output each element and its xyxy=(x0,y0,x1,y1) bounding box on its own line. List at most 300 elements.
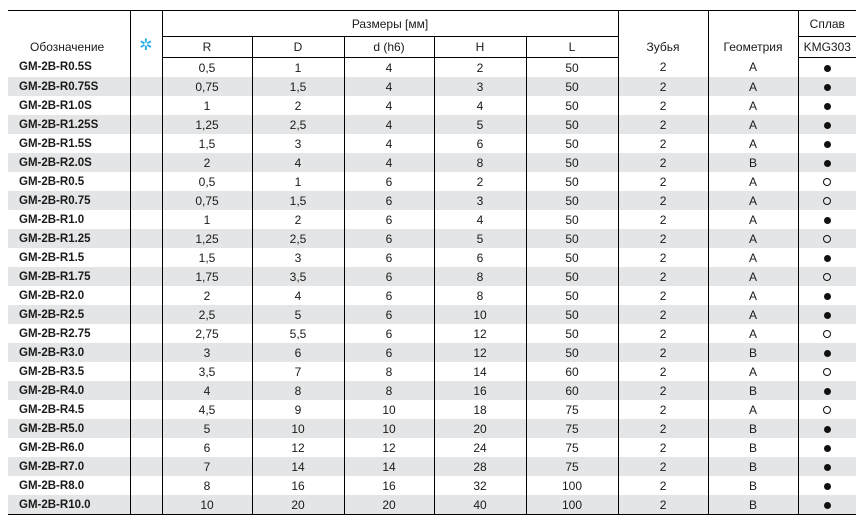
star-cell xyxy=(130,476,162,495)
empty-circle-icon xyxy=(823,368,831,376)
dh6-cell: 6 xyxy=(344,229,434,248)
r-cell: 6 xyxy=(162,438,252,457)
teeth-cell: 2 xyxy=(618,362,708,381)
filled-circle-icon xyxy=(824,65,831,72)
l-cell: 50 xyxy=(526,153,618,172)
dh6-cell: 14 xyxy=(344,457,434,476)
geometry-cell: A xyxy=(708,191,798,210)
d-cell: 14 xyxy=(252,457,344,476)
l-cell: 50 xyxy=(526,191,618,210)
filled-circle-icon xyxy=(824,103,831,110)
filled-circle-icon xyxy=(824,293,831,300)
h-cell: 8 xyxy=(434,286,526,305)
coolant-star-icon: ✲ xyxy=(130,11,162,58)
l-cell: 75 xyxy=(526,419,618,438)
r-cell: 1,75 xyxy=(162,267,252,286)
l-cell: 50 xyxy=(526,210,618,229)
teeth-cell: 2 xyxy=(618,400,708,419)
teeth-cell: 2 xyxy=(618,191,708,210)
l-cell: 60 xyxy=(526,362,618,381)
r-cell: 0,5 xyxy=(162,172,252,191)
d-cell: 10 xyxy=(252,419,344,438)
dh6-cell: 6 xyxy=(344,267,434,286)
teeth-cell: 2 xyxy=(618,305,708,324)
star-cell xyxy=(130,419,162,438)
d-cell: 5 xyxy=(252,305,344,324)
teeth-cell: 2 xyxy=(618,457,708,476)
l-cell: 50 xyxy=(526,343,618,362)
table-row xyxy=(8,77,856,96)
h-cell: 28 xyxy=(434,457,526,476)
teeth-cell: 2 xyxy=(618,286,708,305)
l-cell: 50 xyxy=(526,172,618,191)
alloy-cell xyxy=(798,305,856,324)
dh6-cell: 16 xyxy=(344,476,434,495)
l-cell: 50 xyxy=(526,305,618,324)
d-cell: 2,5 xyxy=(252,115,344,134)
alloy-cell xyxy=(798,134,856,153)
r-cell: 1 xyxy=(162,210,252,229)
teeth-cell: 2 xyxy=(618,96,708,115)
r-cell: 2 xyxy=(162,153,252,172)
dh6-cell: 6 xyxy=(344,172,434,191)
r-cell: 1,5 xyxy=(162,134,252,153)
geometry-cell: A xyxy=(708,58,798,78)
table-row xyxy=(8,134,856,153)
star-cell xyxy=(130,381,162,400)
star-cell xyxy=(130,438,162,457)
r-cell: 2 xyxy=(162,286,252,305)
designation-cell: GM-2B-R0.5 xyxy=(8,172,130,191)
l-cell: 100 xyxy=(526,476,618,495)
table-row xyxy=(8,495,856,515)
h-cell: 4 xyxy=(434,210,526,229)
star-cell xyxy=(130,172,162,191)
d-cell: 7 xyxy=(252,362,344,381)
d-cell: 3 xyxy=(252,134,344,153)
h-cell: 8 xyxy=(434,267,526,286)
geometry-cell: A xyxy=(708,229,798,248)
l-cell: 50 xyxy=(526,134,618,153)
d-cell: 9 xyxy=(252,400,344,419)
l-cell: 50 xyxy=(526,77,618,96)
l-cell: 50 xyxy=(526,324,618,343)
table-header xyxy=(8,11,856,58)
alloy-grade-header: KMG303 xyxy=(798,37,856,58)
star-cell xyxy=(130,267,162,286)
teeth-cell: 2 xyxy=(618,248,708,267)
geometry-header: Геометрия xyxy=(708,11,798,58)
h-cell: 16 xyxy=(434,381,526,400)
r-cell: 2,5 xyxy=(162,305,252,324)
designation-cell: GM-2B-R3.5 xyxy=(8,362,130,381)
table-row xyxy=(8,419,856,438)
h-cell: 5 xyxy=(434,115,526,134)
star-cell xyxy=(130,305,162,324)
star-cell xyxy=(130,96,162,115)
designation-cell: GM-2B-R2.0S xyxy=(8,153,130,172)
table-row xyxy=(8,343,856,362)
teeth-cell: 2 xyxy=(618,381,708,400)
dh6-cell: 10 xyxy=(344,400,434,419)
designation-cell: GM-2B-R7.0 xyxy=(8,457,130,476)
r-cell: 0,75 xyxy=(162,191,252,210)
alloy-cell xyxy=(798,362,856,381)
alloy-cell xyxy=(798,476,856,495)
table-row xyxy=(8,58,856,78)
teeth-cell: 2 xyxy=(618,134,708,153)
teeth-cell: 2 xyxy=(618,77,708,96)
d-cell: 1,5 xyxy=(252,191,344,210)
r-cell: 10 xyxy=(162,495,252,515)
d-cell: 4 xyxy=(252,153,344,172)
h-cell: 8 xyxy=(434,153,526,172)
designation-cell: GM-2B-R4.5 xyxy=(8,400,130,419)
table-row xyxy=(8,229,856,248)
filled-circle-icon xyxy=(824,255,831,262)
table-row xyxy=(8,438,856,457)
alloy-cell xyxy=(798,343,856,362)
geometry-cell: A xyxy=(708,77,798,96)
d-cell: 3 xyxy=(252,248,344,267)
h-cell: 24 xyxy=(434,438,526,457)
dh6-cell: 6 xyxy=(344,343,434,362)
geometry-cell: A xyxy=(708,134,798,153)
h-cell: 18 xyxy=(434,400,526,419)
geometry-cell: A xyxy=(708,286,798,305)
star-cell xyxy=(130,115,162,134)
d-cell: 12 xyxy=(252,438,344,457)
product-table-container xyxy=(8,10,856,515)
dimensions-header: Размеры [мм] xyxy=(162,11,618,37)
r-cell: 4,5 xyxy=(162,400,252,419)
alloy-cell xyxy=(798,58,856,78)
star-cell xyxy=(130,229,162,248)
r-cell: 4 xyxy=(162,381,252,400)
r-cell: 3 xyxy=(162,343,252,362)
r-cell: 0,5 xyxy=(162,58,252,78)
alloy-cell xyxy=(798,210,856,229)
designation-cell: GM-2B-R1.25 xyxy=(8,229,130,248)
dh6-cell: 8 xyxy=(344,381,434,400)
geometry-cell: A xyxy=(708,305,798,324)
col-h-header: H xyxy=(434,37,526,58)
empty-circle-icon xyxy=(823,197,831,205)
alloy-cell xyxy=(798,457,856,476)
h-cell: 20 xyxy=(434,419,526,438)
designation-cell: GM-2B-R6.0 xyxy=(8,438,130,457)
col-d-header: D xyxy=(252,37,344,58)
l-cell: 50 xyxy=(526,115,618,134)
dh6-cell: 12 xyxy=(344,438,434,457)
teeth-cell: 2 xyxy=(618,153,708,172)
geometry-cell: B xyxy=(708,153,798,172)
teeth-cell: 2 xyxy=(618,58,708,78)
geometry-cell: B xyxy=(708,419,798,438)
h-cell: 5 xyxy=(434,229,526,248)
empty-circle-icon xyxy=(823,235,831,243)
col-dh6-header: d (h6) xyxy=(344,37,434,58)
geometry-cell: A xyxy=(708,172,798,191)
d-cell: 20 xyxy=(252,495,344,515)
designation-cell: GM-2B-R10.0 xyxy=(8,495,130,515)
table-row xyxy=(8,172,856,191)
star-cell xyxy=(130,248,162,267)
empty-circle-icon xyxy=(823,273,831,281)
geometry-cell: B xyxy=(708,438,798,457)
filled-circle-icon xyxy=(824,84,831,91)
h-cell: 12 xyxy=(434,324,526,343)
star-cell xyxy=(130,400,162,419)
teeth-cell: 2 xyxy=(618,438,708,457)
alloy-cell xyxy=(798,381,856,400)
l-cell: 75 xyxy=(526,457,618,476)
l-cell: 50 xyxy=(526,96,618,115)
h-cell: 12 xyxy=(434,343,526,362)
r-cell: 2,75 xyxy=(162,324,252,343)
alloy-cell xyxy=(798,153,856,172)
filled-circle-icon xyxy=(824,312,831,319)
d-cell: 2 xyxy=(252,210,344,229)
dh6-cell: 4 xyxy=(344,115,434,134)
d-cell: 8 xyxy=(252,381,344,400)
dh6-cell: 6 xyxy=(344,191,434,210)
table-row xyxy=(8,400,856,419)
star-cell xyxy=(130,153,162,172)
geometry-cell: B xyxy=(708,457,798,476)
alloy-cell xyxy=(798,400,856,419)
designation-cell: GM-2B-R1.5S xyxy=(8,134,130,153)
h-cell: 6 xyxy=(434,248,526,267)
alloy-cell xyxy=(798,77,856,96)
l-cell: 50 xyxy=(526,286,618,305)
teeth-cell: 2 xyxy=(618,419,708,438)
d-cell: 1 xyxy=(252,58,344,78)
d-cell: 1 xyxy=(252,172,344,191)
r-cell: 7 xyxy=(162,457,252,476)
r-cell: 0,75 xyxy=(162,77,252,96)
alloy-cell xyxy=(798,115,856,134)
dh6-cell: 4 xyxy=(344,134,434,153)
filled-circle-icon xyxy=(824,217,831,224)
l-cell: 75 xyxy=(526,438,618,457)
teeth-cell: 2 xyxy=(618,115,708,134)
star-cell xyxy=(130,495,162,515)
geometry-cell: B xyxy=(708,381,798,400)
teeth-cell: 2 xyxy=(618,210,708,229)
r-cell: 8 xyxy=(162,476,252,495)
empty-circle-icon xyxy=(823,330,831,338)
d-cell: 16 xyxy=(252,476,344,495)
star-cell xyxy=(130,457,162,476)
table-row xyxy=(8,115,856,134)
r-cell: 1,25 xyxy=(162,115,252,134)
alloy-cell xyxy=(798,191,856,210)
table-row xyxy=(8,191,856,210)
teeth-cell: 2 xyxy=(618,343,708,362)
geometry-cell: B xyxy=(708,476,798,495)
table-row xyxy=(8,381,856,400)
table-row xyxy=(8,286,856,305)
product-dimensions-table xyxy=(8,10,856,515)
filled-circle-icon xyxy=(824,464,831,471)
r-cell: 1,5 xyxy=(162,248,252,267)
alloy-cell xyxy=(798,248,856,267)
teeth-cell: 2 xyxy=(618,324,708,343)
d-cell: 1,5 xyxy=(252,77,344,96)
dh6-cell: 4 xyxy=(344,58,434,78)
filled-circle-icon xyxy=(824,445,831,452)
alloy-header: Сплав xyxy=(798,11,856,37)
empty-circle-icon xyxy=(823,178,831,186)
l-cell: 50 xyxy=(526,58,618,78)
table-row xyxy=(8,324,856,343)
dh6-cell: 6 xyxy=(344,286,434,305)
filled-circle-icon xyxy=(824,388,831,395)
table-row xyxy=(8,96,856,115)
d-cell: 3,5 xyxy=(252,267,344,286)
teeth-cell: 2 xyxy=(618,229,708,248)
table-row xyxy=(8,153,856,172)
h-cell: 40 xyxy=(434,495,526,515)
table-row xyxy=(8,457,856,476)
filled-circle-icon xyxy=(824,502,831,509)
r-cell: 3,5 xyxy=(162,362,252,381)
table-row xyxy=(8,210,856,229)
dh6-cell: 8 xyxy=(344,362,434,381)
designation-cell: GM-2B-R1.25S xyxy=(8,115,130,134)
designation-cell: GM-2B-R1.75 xyxy=(8,267,130,286)
table-row xyxy=(8,476,856,495)
geometry-cell: B xyxy=(708,495,798,515)
d-cell: 6 xyxy=(252,343,344,362)
l-cell: 75 xyxy=(526,400,618,419)
alloy-cell xyxy=(798,419,856,438)
teeth-cell: 2 xyxy=(618,172,708,191)
star-cell xyxy=(130,286,162,305)
designation-cell: GM-2B-R0.5S xyxy=(8,58,130,78)
dh6-cell: 6 xyxy=(344,305,434,324)
teeth-cell: 2 xyxy=(618,476,708,495)
designation-cell: GM-2B-R2.0 xyxy=(8,286,130,305)
dh6-cell: 10 xyxy=(344,419,434,438)
l-cell: 100 xyxy=(526,495,618,515)
table-row xyxy=(8,362,856,381)
empty-circle-icon xyxy=(823,406,831,414)
star-cell xyxy=(130,324,162,343)
r-cell: 5 xyxy=(162,419,252,438)
dh6-cell: 6 xyxy=(344,324,434,343)
designation-cell: GM-2B-R0.75 xyxy=(8,191,130,210)
col-l-header: L xyxy=(526,37,618,58)
designation-cell: GM-2B-R2.75 xyxy=(8,324,130,343)
designation-header: Обозначение xyxy=(8,11,130,58)
designation-cell: GM-2B-R0.75S xyxy=(8,77,130,96)
l-cell: 50 xyxy=(526,267,618,286)
h-cell: 2 xyxy=(434,172,526,191)
l-cell: 60 xyxy=(526,381,618,400)
alloy-cell xyxy=(798,96,856,115)
geometry-cell: A xyxy=(708,400,798,419)
r-cell: 1,25 xyxy=(162,229,252,248)
h-cell: 3 xyxy=(434,77,526,96)
dh6-cell: 4 xyxy=(344,77,434,96)
l-cell: 50 xyxy=(526,229,618,248)
d-cell: 5,5 xyxy=(252,324,344,343)
geometry-cell: A xyxy=(708,267,798,286)
h-cell: 32 xyxy=(434,476,526,495)
designation-cell: GM-2B-R1.5 xyxy=(8,248,130,267)
h-cell: 2 xyxy=(434,58,526,78)
designation-cell: GM-2B-R1.0 xyxy=(8,210,130,229)
geometry-cell: A xyxy=(708,115,798,134)
dh6-cell: 20 xyxy=(344,495,434,515)
alloy-cell xyxy=(798,286,856,305)
star-cell xyxy=(130,77,162,96)
h-cell: 6 xyxy=(434,134,526,153)
teeth-cell: 2 xyxy=(618,495,708,515)
teeth-cell: 2 xyxy=(618,267,708,286)
designation-cell: GM-2B-R8.0 xyxy=(8,476,130,495)
designation-cell: GM-2B-R3.0 xyxy=(8,343,130,362)
table-row xyxy=(8,248,856,267)
h-cell: 4 xyxy=(434,96,526,115)
filled-circle-icon xyxy=(824,350,831,357)
geometry-cell: A xyxy=(708,362,798,381)
dh6-cell: 4 xyxy=(344,96,434,115)
dh6-cell: 4 xyxy=(344,153,434,172)
col-r-header: R xyxy=(162,37,252,58)
d-cell: 2 xyxy=(252,96,344,115)
filled-circle-icon xyxy=(824,483,831,490)
r-cell: 1 xyxy=(162,96,252,115)
h-cell: 3 xyxy=(434,191,526,210)
star-cell xyxy=(130,134,162,153)
alloy-cell xyxy=(798,495,856,515)
designation-cell: GM-2B-R5.0 xyxy=(8,419,130,438)
geometry-cell: B xyxy=(708,343,798,362)
geometry-cell: A xyxy=(708,96,798,115)
geometry-cell: A xyxy=(708,324,798,343)
h-cell: 10 xyxy=(434,305,526,324)
d-cell: 4 xyxy=(252,286,344,305)
d-cell: 2,5 xyxy=(252,229,344,248)
geometry-cell: A xyxy=(708,248,798,267)
alloy-cell xyxy=(798,324,856,343)
table-row xyxy=(8,267,856,286)
filled-circle-icon xyxy=(824,141,831,148)
geometry-cell: A xyxy=(708,210,798,229)
designation-cell: GM-2B-R1.0S xyxy=(8,96,130,115)
alloy-cell xyxy=(798,267,856,286)
h-cell: 14 xyxy=(434,362,526,381)
teeth-header: Зубья xyxy=(618,11,708,58)
filled-circle-icon xyxy=(824,426,831,433)
designation-cell: GM-2B-R2.5 xyxy=(8,305,130,324)
designation-cell: GM-2B-R4.0 xyxy=(8,381,130,400)
filled-circle-icon xyxy=(824,122,831,129)
star-cell xyxy=(130,210,162,229)
star-cell xyxy=(130,191,162,210)
star-cell xyxy=(130,58,162,78)
star-cell xyxy=(130,362,162,381)
star-cell xyxy=(130,343,162,362)
table-body xyxy=(8,58,856,515)
table-row xyxy=(8,305,856,324)
alloy-cell xyxy=(798,229,856,248)
alloy-cell xyxy=(798,172,856,191)
filled-circle-icon xyxy=(824,160,831,167)
